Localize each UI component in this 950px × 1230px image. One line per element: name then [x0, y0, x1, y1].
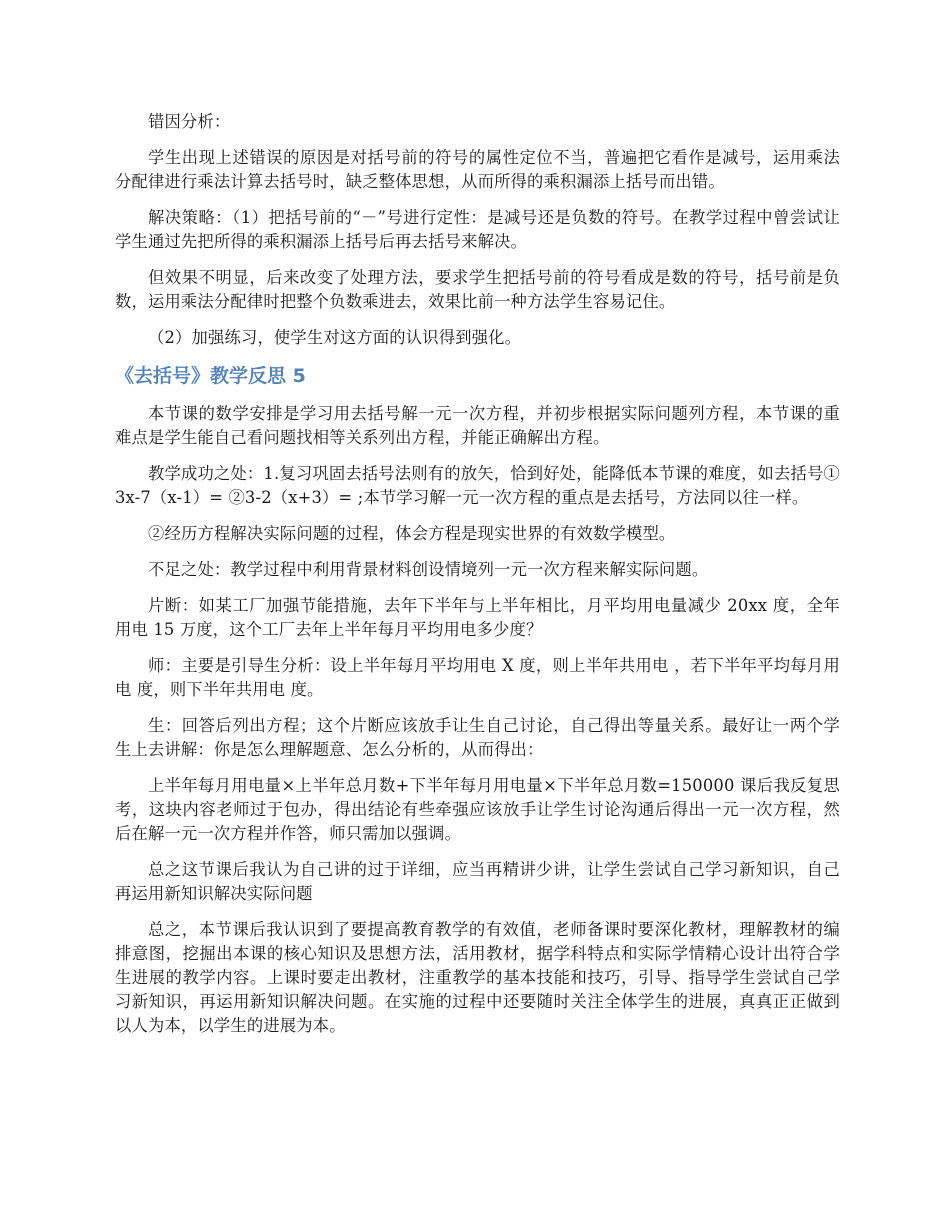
document-page	[115, 110, 840, 1050]
paragraph-summary-2: 总之，本节课后我认识到了要提高教育教学的有效值，老师备课时要深化教材，理解教材的编排意图，挖掘出本课的核心知识及思想方法，活用教材，据学科特点和实际学情精心设计出符合学生进展的教学内容。上课时要走出教材，注重教学的基本技能和技巧，引导、指导学生尝试自己学习新知识，再运用新知识解决问题。在实施的过程中还要随时关注全体学生的进展，真真正正做到以人为本，以学生的进展为本。	[115, 920, 840, 1035]
paragraph-strategy-1-followup: 但效果不明显，后来改变了处理方法，要求学生把括号前的符号看成是数的符号，括号前是负数，运用乘法分配律时把整个负数乘进去，效果比前一种方法学生容易记住。	[115, 268, 840, 311]
paragraph-summary-1: 总之这节课后我认为自己讲的过于详细，应当再精讲少讲，让学生尝试自己学习新知识，自己再运用新知识解决实际问题	[115, 860, 840, 903]
paragraph-equation-reflection: 上半年每月用电量×上半年总月数+下半年每月用电量×下半年总月数=150000 课后我反复思考，这块内容老师过于包办，得出结论有些牵强应该放手让学生讨论沟通后得出一元一次方程，然后在解一元一次方程并作答，师只需加以强调。	[115, 776, 840, 843]
paragraph-strategy-2: （2）加强练习，使学生对这方面的认识得到强化。	[148, 328, 522, 347]
paragraph-teacher: 师：主要是引导生分析：设上半年每月平均用电 X 度，则上半年共用电 ，若下半年平均每月用电 度，则下半年共用电 度。	[115, 656, 840, 699]
paragraph-error-cause: 学生出现上述错误的原因是对括号前的符号的属性定位不当，普遍把它看作是减号，运用乘法分配律进行乘法计算去括号时，缺乏整体思想，从而所得的乘积漏添上括号而出错。	[115, 148, 840, 191]
section-heading: 《去括号》教学反思 5	[115, 365, 306, 387]
paragraph-fragment: 片断：如某工厂加强节能措施，去年下半年与上半年相比，月平均用电量减少 20xx 度，全年用电 15 万度，这个工厂去年上半年每月平均用电多少度？	[115, 596, 840, 639]
paragraph-strategy-1: 解决策略：（1）把括号前的“－”号进行定性：是减号还是负数的符号。在教学过程中曾尝试让学生通过先把所得的乘积漏添上括号后再去括号来解决。	[115, 208, 840, 251]
paragraph-modeling: ②经历方程解决实际问题的过程，体会方程是现实世界的有效数学模型。	[148, 524, 676, 543]
paragraph-student: 生：回答后列出方程；这个片断应该放手让生自己讨论，自己得出等量关系。最好让一两个学生上去讲解：你是怎么理解题意、怎么分析的，从而得出：	[115, 716, 840, 759]
paragraph-success-points: 教学成功之处：1.复习巩固去括号法则有的放矢，恰到好处，能降低本节课的难度，如去括号① 3x-7（x-1）= ②3-2（x+3）= ;本节学习解一元一次方程的重点是去括号，方法同以往一样。	[115, 464, 840, 507]
paragraph-lesson-overview: 本节课的数学安排是学习用去括号解一元一次方程，并初步根据实际问题列方程，本节课的重难点是学生能自己看问题找相等关系列出方程，并能正确解出方程。	[115, 404, 840, 447]
paragraph-shortcomings: 不足之处：教学过程中利用背景材料创设情境列一元一次方程来解实际问题。	[148, 560, 709, 579]
paragraph-error-cause-label: 错因分析：	[148, 112, 231, 131]
